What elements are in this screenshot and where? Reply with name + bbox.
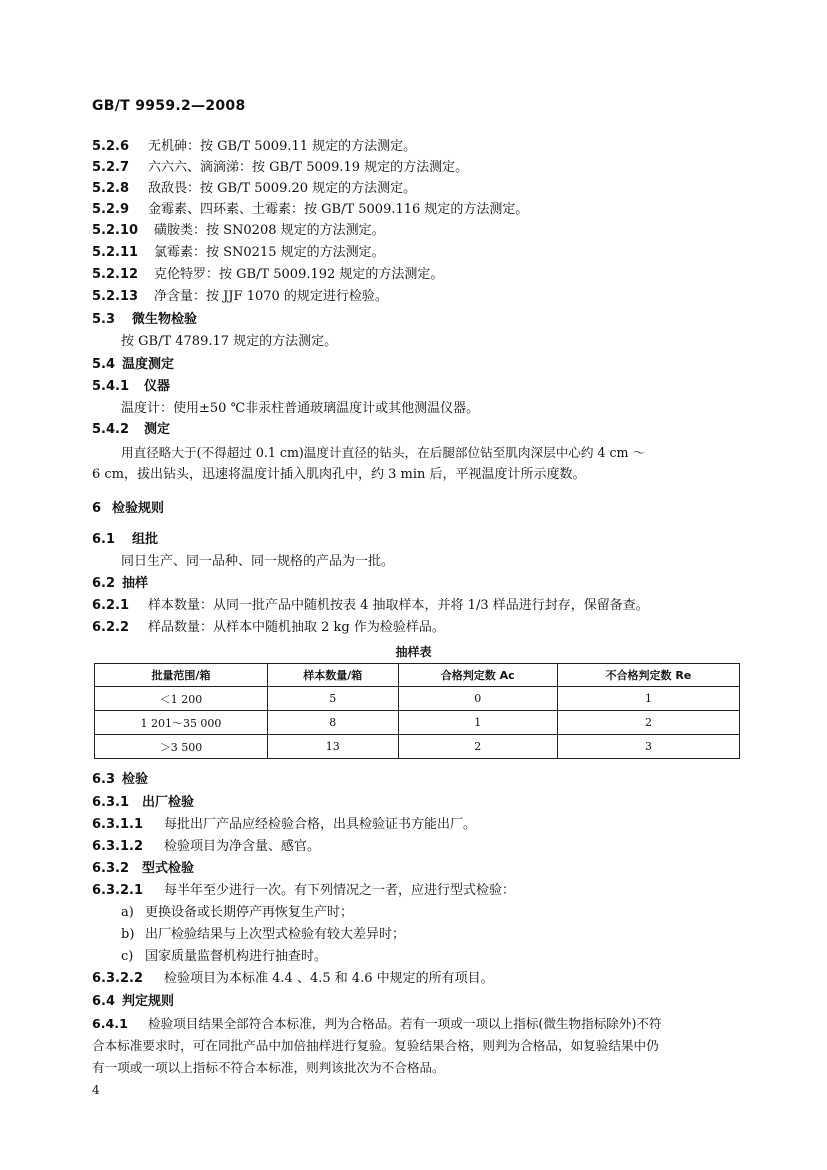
- list-item-b: [121, 926, 405, 943]
- standard-code-header: GB/T 9959.2—2008: [92, 98, 246, 114]
- clause-heading: 微生物检验: [132, 312, 198, 327]
- clause-number: 6.2.1: [92, 598, 130, 613]
- list-marker: c): [121, 949, 134, 964]
- clause-6-3-1-1: [92, 816, 476, 833]
- paragraph: 同日生产、同一品种、同一规格的产品为一批。: [121, 554, 395, 569]
- table-cell: 2: [557, 711, 739, 735]
- heading-6-4: [92, 993, 174, 1010]
- clause-number: 6.2.2: [92, 620, 130, 635]
- list-marker: a): [121, 905, 134, 920]
- table-row: [95, 735, 740, 759]
- clause-5-2-6: [92, 138, 416, 155]
- clause-heading: 抽样: [122, 576, 149, 591]
- clause-text: 金霉素、四环素、土霉素：按 GB/T 5009.116 规定的方法测定。: [148, 202, 529, 217]
- clause-heading: 测定: [144, 422, 171, 437]
- clause-text: 样品数量：从样本中随机抽取 2 kg 作为检验样品。: [148, 620, 445, 635]
- table-row: [95, 711, 740, 735]
- clause-number: 6.3: [92, 772, 116, 787]
- clause-number: 5.4.2: [92, 422, 130, 437]
- clause-heading: 组批: [132, 532, 159, 547]
- clause-5-2-7: [92, 159, 468, 176]
- heading-6-3-1: [92, 794, 194, 811]
- clause-5-2-10: [92, 222, 385, 239]
- list-item-a: [121, 904, 353, 921]
- clause-text: 氯霉素：按 SN0215 规定的方法测定。: [154, 245, 385, 260]
- paragraph-continuation: 有一项或一项以上指标不符合本标准，则判该批次为不合格品。: [92, 1060, 445, 1075]
- clause-text: 每批出厂产品应经检验合格，出具检验证书方能出厂。: [164, 817, 477, 832]
- heading-5-4: [92, 356, 174, 373]
- sampling-table: [94, 663, 740, 759]
- clause-5-2-12: [92, 266, 443, 283]
- list-marker: b): [121, 927, 135, 942]
- table-cell: 1: [398, 711, 557, 735]
- clause-heading: 温度测定: [122, 357, 175, 372]
- clause-number: 5.4.1: [92, 379, 130, 394]
- heading-5-3: [92, 311, 197, 328]
- list-item-text: 更换设备或长期停产再恢复生产时；: [145, 905, 354, 920]
- table-header-cell: 样本数量/箱: [267, 664, 398, 687]
- clause-6-3-1-2: [92, 838, 320, 855]
- paragraph-continuation: 6 cm，拔出钻头，迅速将温度计插入肌肉孔中，约 3 min 后，平视温度计所示度数。: [92, 467, 586, 482]
- clause-text: 检验项目为本标准 4.4 、4.5 和 4.6 中规定的所有项目。: [164, 971, 494, 986]
- clause-text: 六六六、滴滴涕：按 GB/T 5009.19 规定的方法测定。: [148, 160, 469, 175]
- clause-number: 5.2.12: [92, 267, 139, 282]
- table-header-cell: 不合格判定数 Re: [557, 664, 739, 687]
- table-header-row: [95, 664, 740, 687]
- clause-number: 6.4: [92, 994, 116, 1009]
- paragraph: 温度计：使用±50 ℃非汞柱普通玻璃温度计或其他测温仪器。: [121, 401, 480, 416]
- list-item-text: 国家质量监督机构进行抽查时。: [145, 949, 328, 964]
- table-cell: 3: [557, 735, 739, 759]
- page-number: 4: [92, 1083, 100, 1097]
- clause-number: 6: [92, 501, 102, 516]
- clause-6-4-1: [92, 1015, 662, 1032]
- clause-heading: 检验规则: [112, 501, 165, 516]
- clause-number: 5.3: [92, 312, 116, 327]
- clause-5-2-8: [92, 180, 416, 197]
- clause-5-2-11: [92, 244, 385, 261]
- clause-number: 6.3.1.1: [92, 817, 143, 832]
- paragraph: 按 GB/T 4789.17 规定的方法测定。: [121, 334, 338, 349]
- clause-heading: 出厂检验: [142, 795, 195, 810]
- clause-number: 5.2.9: [92, 202, 130, 217]
- list-item-c: [121, 948, 327, 965]
- table-cell: 13: [267, 735, 398, 759]
- clause-heading: 仪器: [144, 379, 171, 394]
- clause-number: 6.3.1: [92, 795, 130, 810]
- paragraph: 用直径略大于(不得超过 0.1 cm)温度计直径的钻头，在后腿部位钻至肌肉深层中心约 4 cm ～: [121, 445, 646, 460]
- heading-6-1: [92, 531, 158, 548]
- list-item-text: 出厂检验结果与上次型式检验有较大差异时；: [145, 927, 406, 942]
- heading-6: [92, 500, 164, 517]
- clause-text: 每半年至少进行一次。有下列情况之一者，应进行型式检验：: [164, 883, 516, 898]
- clause-text: 检验项目为净含量、感官。: [164, 839, 321, 854]
- clause-number: 6.3.2.1: [92, 883, 143, 898]
- heading-6-3-2: [92, 860, 194, 877]
- table-cell: 8: [267, 711, 398, 735]
- clause-number: 6.3.2: [92, 861, 130, 876]
- heading-5-4-1: [92, 378, 170, 395]
- clause-number: 5.4: [92, 357, 116, 372]
- heading-6-3: [92, 771, 148, 788]
- clause-heading: 判定规则: [122, 994, 175, 1009]
- clause-number: 5.2.10: [92, 223, 139, 238]
- clause-6-3-2-1: [92, 882, 515, 899]
- table-cell: 1 201～35 000: [95, 711, 268, 735]
- table-cell: 0: [398, 687, 557, 711]
- clause-6-2-1: [92, 597, 649, 614]
- clause-text: 检验项目结果全部符合本标准，判为合格品。若有一项或一项以上指标(微生物指标除外)不符: [148, 1016, 662, 1031]
- clause-text: 无机砷：按 GB/T 5009.11 规定的方法测定。: [148, 139, 417, 154]
- clause-6-3-2-2: [92, 970, 494, 987]
- clause-number: 5.2.11: [92, 245, 139, 260]
- table-title: 抽样表: [395, 645, 432, 659]
- clause-text: 克伦特罗：按 GB/T 5009.192 规定的方法测定。: [154, 267, 444, 282]
- heading-6-2: [92, 575, 148, 592]
- paragraph-continuation: 合本标准要求时，可在同批产品中加倍抽样进行复验。复验结果合格，则判为合格品，如复验结果中仍: [92, 1038, 659, 1053]
- clause-heading: 检验: [122, 772, 149, 787]
- clause-number: 5.2.8: [92, 181, 130, 196]
- clause-number: 6.2: [92, 576, 116, 591]
- clause-heading: 型式检验: [142, 861, 195, 876]
- table-cell: 2: [398, 735, 557, 759]
- clause-number: 6.1: [92, 532, 116, 547]
- table-header-cell: 批量范围/箱: [95, 664, 268, 687]
- heading-5-4-2: [92, 421, 170, 438]
- clause-number: 5.2.6: [92, 139, 130, 154]
- table-cell: ＞3 500: [95, 735, 268, 759]
- clause-6-2-2: [92, 619, 445, 636]
- clause-number: 6.3.2.2: [92, 971, 143, 986]
- table-header-cell: 合格判定数 Ac: [398, 664, 557, 687]
- clause-5-2-13: [92, 288, 388, 305]
- clause-number: 6.4.1: [92, 1016, 128, 1031]
- clause-number: 6.3.1.2: [92, 839, 143, 854]
- table-cell: 5: [267, 687, 398, 711]
- table-row: [95, 687, 740, 711]
- clause-text: 净含量：按 JJF 1070 的规定进行检验。: [154, 289, 388, 304]
- clause-text: 样本数量：从同一批产品中随机按表 4 抽取样本，并将 1/3 样品进行封存，保留备查。: [148, 598, 649, 613]
- clause-text: 敌敌畏：按 GB/T 5009.20 规定的方法测定。: [148, 181, 417, 196]
- clause-number: 5.2.7: [92, 160, 130, 175]
- clause-text: 磺胺类：按 SN0208 规定的方法测定。: [154, 223, 385, 238]
- table-cell: 1: [557, 687, 739, 711]
- clause-5-2-9: [92, 201, 528, 218]
- table-cell: ＜1 200: [95, 687, 268, 711]
- clause-number: 5.2.13: [92, 289, 139, 304]
